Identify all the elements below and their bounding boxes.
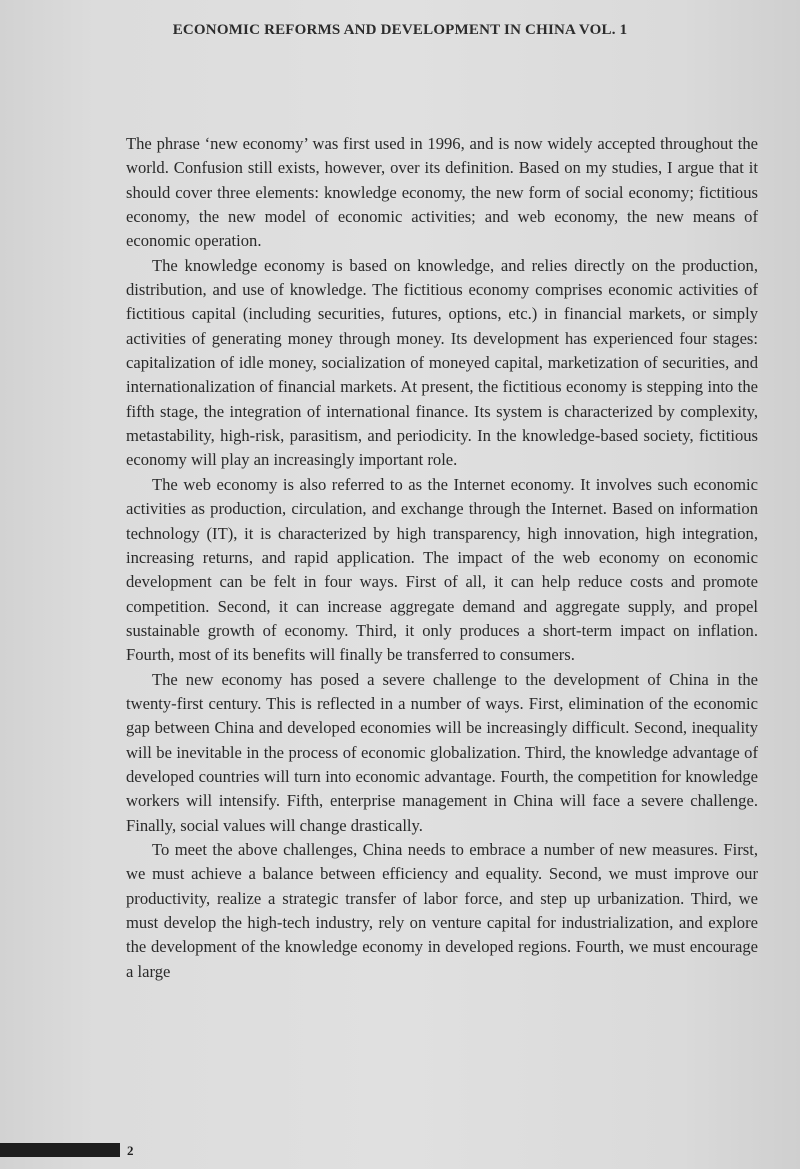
paragraph-4: The new economy has posed a severe challenge to the development of China in the twenty-first century. This is reflected in a number of ways. First, elimination of the economic gap between China and developed economies will be increasingly difficult. Second, inequality will be inevitable in the process of economic globalization. Third, the knowledge advantage of developed countries will turn into economic advantage. Fourth, the competition for knowledge workers will intensify. Fifth, enterprise management in China will face a severe challenge. Finally, social values will change drastically. [126, 669, 758, 835]
paragraph-2: The knowledge economy is based on knowledge, and relies directly on the production, distribution, and use of knowledge. The fictitious economy comprises economic activities of fictitious capital (including securities, futures, options, etc.) in financial markets, or simply activities of generating money through money. Its development has experienced four stages: capitalization of idle money, socialization of moneyed capital, marketization of securities, and internationalization of financial markets. At present, the fictitious economy is stepping into the fifth stage, the integration of international finance. Its system is characterized by complexity, metastability, high-risk, parasitism, and periodicity. In the knowledge-based society, fictitious economy will play an increasingly important role. [126, 255, 758, 470]
running-head: ECONOMIC REFORMS AND DEVELOPMENT IN CHINA VOL. 1 [172, 22, 628, 38]
body-text [126, 132, 758, 984]
footer-bar [0, 1143, 120, 1157]
paragraph-1: The phrase ‘new economy’ was first used in 1996, and is now widely accepted throughout the world. Confusion still exists, however, over its definition. Based on my studies, I argue that it should cover three elements: knowledge economy, the new form of social economy; fictitious economy, the new model of economic activities; and web economy, the new means of economic operation. [126, 134, 758, 251]
page-number: 2 [127, 1143, 134, 1158]
paragraph-3: The web economy is also referred to as the Internet economy. It involves such economic activities as production, circulation, and exchange through the Internet. Based on information technology (IT), it is characterized by high transparency, high innovation, high integration, increasing returns, and rapid application. The impact of the web economy on economic development can be felt in four ways. First of all, it can help reduce costs and promote competition. Second, it can increase aggregate demand and aggregate supply, and propel sustainable growth of economy. Third, it only produces a short-term impact on inflation. Fourth, most of its benefits will finally be transferred to consumers. [126, 474, 758, 665]
paragraph-5: To meet the above challenges, China needs to embrace a number of new measures. First, we must achieve a balance between efficiency and equality. Second, we must improve our productivity, realize a strategic transfer of labor force, and step up urbanization. Third, we must develop the high-tech industry, rely on venture capital for industrialization, and explore the development of the knowledge economy in developed regions. Fourth, we must encourage a large [126, 839, 758, 981]
